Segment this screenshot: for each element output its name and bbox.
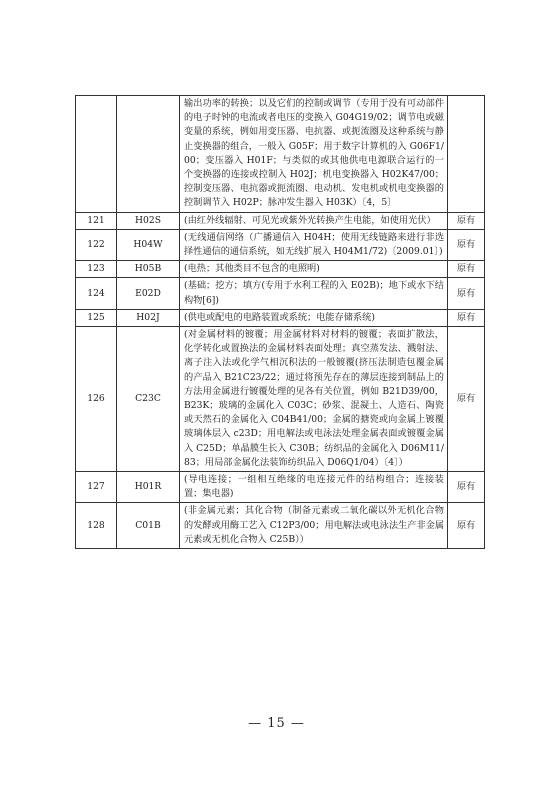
table-row bbox=[76, 278, 485, 309]
table-row bbox=[76, 503, 485, 549]
ipc-code: C01B bbox=[117, 503, 180, 549]
row-status bbox=[448, 96, 485, 213]
row-description: (对金属材料的镀覆；用金属材料对材料的镀覆；表面扩散法，化学转化或置换法的金属材料表面处理；真空蒸发法、溅射法、离子注入法或化学气相沉积法的一般镀覆(挤压法制造包覆金属的产品入 B21C23/22；通过将预先存在的薄层连接到制品上的方法用金属进行镀覆处理的见各有关位置，例如 B21D39/00，B23K；玻璃的金属化入 C03C；砂浆、混凝土、人造石、陶瓷或天然石的金属化入 C04B41/00；金属的搪瓷或向金属上镀覆玻璃体层入 c23D；用电解法或电泳法处理金属表面或镀覆金属入 C25D；单晶膜生长入 C30B；纺织品的金属化入 D06M11/83；用局部金属化法装饰纺织品入 D06Q1/04）〔4〕） bbox=[180, 327, 448, 472]
row-status: 原有 bbox=[448, 261, 485, 278]
ipc-code: H04W bbox=[117, 229, 180, 260]
row-description: (供电或配电的电路装置或系统；电能存储系统) bbox=[180, 309, 448, 326]
row-description: (基础；挖方；填方(专用于水利工程的入 E02B)；地下或水下结构物[6]) bbox=[180, 278, 448, 309]
row-status: 原有 bbox=[448, 229, 485, 260]
ipc-code: C23C bbox=[117, 327, 180, 472]
row-number: 122 bbox=[76, 229, 117, 260]
row-number: 126 bbox=[76, 327, 117, 472]
row-description: (非金属元素；其化合物（制备元素或二氧化碳以外无机化合物的发酵或用酶工艺入 C12P3/00；用电解法或电泳法生产非金属元素或无机化合物入 C25B）） bbox=[180, 503, 448, 549]
row-status: 原有 bbox=[448, 212, 485, 229]
table-row bbox=[76, 229, 485, 260]
row-number: 128 bbox=[76, 503, 117, 549]
row-number bbox=[76, 96, 117, 213]
table-row bbox=[76, 472, 485, 503]
table-row bbox=[76, 212, 485, 229]
row-number: 124 bbox=[76, 278, 117, 309]
row-number: 125 bbox=[76, 309, 117, 326]
ipc-code: E02D bbox=[117, 278, 180, 309]
row-status: 原有 bbox=[448, 278, 485, 309]
page-number: — 15 — bbox=[248, 716, 305, 731]
row-number: 121 bbox=[76, 212, 117, 229]
row-status: 原有 bbox=[448, 327, 485, 472]
ipc-code: H02J bbox=[117, 309, 180, 326]
row-description: (电热；其他类目不包含的电照明) bbox=[180, 261, 448, 278]
row-description: (导电连接；一组相互绝缘的电连接元件的结构组合；连接装置；集电器) bbox=[180, 472, 448, 503]
row-number: 127 bbox=[76, 472, 117, 503]
table-row bbox=[76, 309, 485, 326]
row-status: 原有 bbox=[448, 472, 485, 503]
ipc-code: H02S bbox=[117, 212, 180, 229]
ipc-code: H05B bbox=[117, 261, 180, 278]
row-status: 原有 bbox=[448, 309, 485, 326]
table-row bbox=[76, 96, 485, 213]
row-number: 123 bbox=[76, 261, 117, 278]
row-description: 输出功率的转换；以及它们的控制或调节（专用于没有可动部件的电子时钟的电流或者电压的变换入 G04G19/02；调节电或磁变量的系统，例如用变压器、电抗器、或扼流圈及这种系统与静止变换器的组合，一般入 G05F；用于数字计算机的入 G06F1/00；变压器入 H01F；与类似的或其他供电电源联合运行的一个变换器的连接或控制入 H02J；机电变换器入 H02K47/00；控制变压器、电抗器或扼流圈、电动机、发电机或机电变换器的控制调节入 H02P；脉冲发生器入 H03K）〔4，5〕 bbox=[180, 96, 448, 213]
ipc-code bbox=[117, 96, 180, 213]
table-row bbox=[76, 261, 485, 278]
row-description: (由红外线辐射、可见光或紫外光转换产生电能，如使用光伏） bbox=[180, 212, 448, 229]
ipc-table bbox=[75, 95, 485, 549]
row-status: 原有 bbox=[448, 503, 485, 549]
table-row bbox=[76, 327, 485, 472]
row-description: (无线通信网络（广播通信入 H04H；使用无线链路来进行非选择性通信的通信系统，如无线扩展入 H04M1/72)〔2009.01〕) bbox=[180, 229, 448, 260]
table-body bbox=[76, 96, 485, 549]
ipc-code: H01R bbox=[117, 472, 180, 503]
